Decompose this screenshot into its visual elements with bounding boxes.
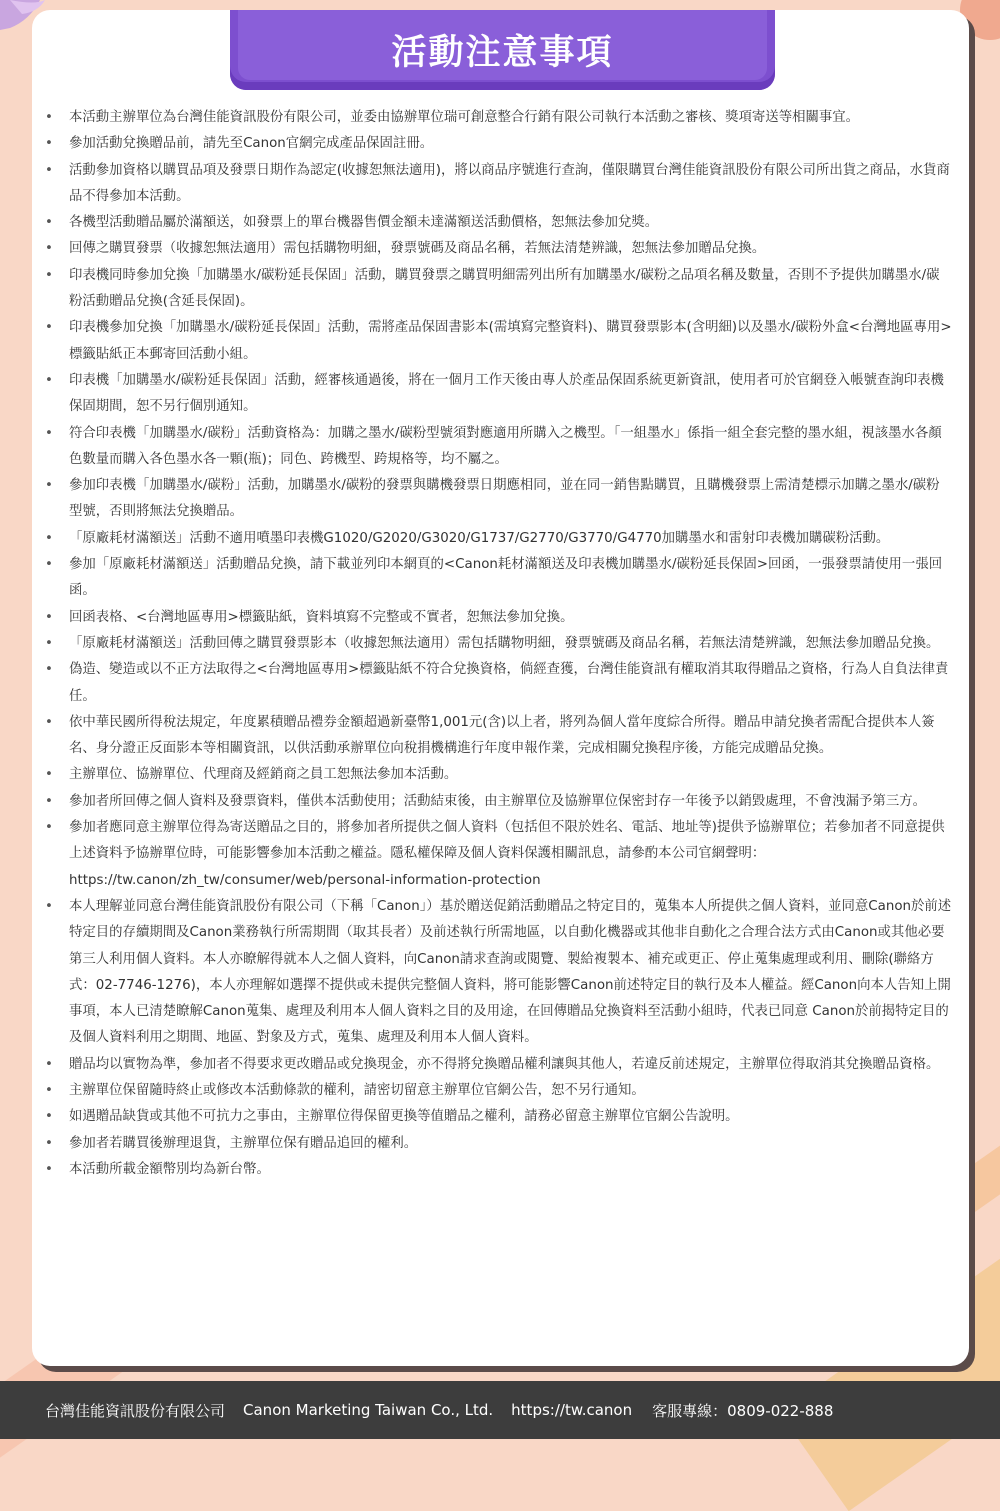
bullet-icon: • xyxy=(45,767,53,783)
bullet-icon: • xyxy=(45,609,53,625)
footer-website-link[interactable]: https://tw.canon xyxy=(511,1401,633,1419)
bullet-icon: • xyxy=(45,267,53,283)
bullet-icon: • xyxy=(45,793,53,809)
note-item xyxy=(42,526,952,552)
note-item xyxy=(42,210,952,236)
note-item xyxy=(42,473,952,526)
bullet-icon: • xyxy=(45,1056,53,1072)
note-item xyxy=(42,710,952,763)
bullet-icon: • xyxy=(45,320,53,336)
note-item xyxy=(42,1104,952,1130)
bullet-icon: • xyxy=(45,1161,53,1177)
note-item xyxy=(42,315,952,368)
bullet-icon: • xyxy=(45,898,53,914)
note-text: 印表機「加購墨水/碳粉延長保固」活動，經審核通過後，將在一個月工作天後由專人於產品保固系統更新資訊，使用者可於官網登入帳號查詢印表機保固期間，恕不另行個別通知。 xyxy=(69,372,944,415)
note-item xyxy=(42,789,952,815)
note-item xyxy=(42,421,952,474)
footer-hotline: 客服專線：0809-022-888 xyxy=(652,1401,834,1420)
note-text: 贈品均以實物為準，參加者不得要求更改贈品或兌換現金，亦不得將兌換贈品權利讓與其他人，若違反前述規定，主辦單位得取消其兌換贈品資格。 xyxy=(69,1056,940,1072)
bullet-icon: • xyxy=(45,241,53,257)
note-item xyxy=(42,1131,952,1157)
bullet-icon: • xyxy=(45,662,53,678)
note-item xyxy=(42,815,952,894)
bullet-icon: • xyxy=(45,425,53,441)
note-text: 本活動主辦單位為台灣佳能資訊股份有限公司，並委由協辦單位瑞可創意整合行銷有限公司執行本活動之審核、獎項寄送等相關事宜。 xyxy=(69,110,860,125)
bullet-icon: • xyxy=(45,136,53,152)
note-text: 參加印表機「加購墨水/碳粉」活動，加購墨水/碳粉的發票與購機發票日期應相同，並在同一銷售點購買，且購機發票上需清楚標示加購之墨水/碳粉型號，否則將無法兌換贈品。 xyxy=(69,478,940,520)
note-item xyxy=(42,552,952,605)
bullet-icon: • xyxy=(45,557,53,573)
note-item xyxy=(42,368,952,421)
bullet-icon: • xyxy=(45,1082,53,1098)
note-item xyxy=(42,158,952,211)
note-text: 參加「原廠耗材滿額送」活動贈品兌換，請下載並列印本網頁的<Canon耗材滿額送及印表機加購墨水/碳粉延長保固>回函，一張發票請使用一張回函。 xyxy=(69,557,943,599)
note-text: 如遇贈品缺貨或其他不可抗力之事由，主辦單位得保留更換等值贈品之權利，請務必留意主辦單位官網公告說明。 xyxy=(69,1109,739,1125)
bullet-icon: • xyxy=(45,635,53,651)
bullet-icon: • xyxy=(45,1109,53,1125)
notes-list xyxy=(42,105,952,1183)
bullet-icon: • xyxy=(45,215,53,231)
note-item xyxy=(42,762,952,788)
note-text: 參加者若購買後辦理退貨，主辦單位保有贈品追回的權利。 xyxy=(69,1135,418,1151)
note-text: 活動參加資格以購買品項及發票日期作為認定(收據恕無法適用)，將以商品序號進行查詢，僅限購買台灣佳能資訊股份有限公司所出貨之商品，水貨商品不得參加本活動。 xyxy=(69,162,950,204)
note-item xyxy=(42,1078,952,1104)
note-text: 各機型活動贈品屬於滿額送，如發票上的單台機器售價金額未達滿額送活動價格，恕無法參加兌獎。 xyxy=(69,215,659,231)
note-text: 主辦單位保留隨時終止或修改本活動條款的權利，請密切留意主辦單位官網公告，恕不另行通知。 xyxy=(69,1082,645,1098)
footer-english-name: Canon Marketing Taiwan Co., Ltd. xyxy=(243,1401,494,1419)
note-item xyxy=(42,1052,952,1078)
note-text: 參加者應同意主辦單位得為寄送贈品之目的，將參加者所提供之個人資料（包括但不限於姓名、電話、地址等)提供予協辦單位；若參加者不同意提供上述資料予協辦單位時，可能影響參加本活動之權益。隱私權保障及個人資料保護相關訊息，請參酌本公司官網聲明：https://tw.canon/zh_tw/consumer/web/personal-information-protection xyxy=(69,820,945,888)
bullet-icon: • xyxy=(45,110,53,125)
footer-bar xyxy=(0,1381,1000,1439)
title-banner xyxy=(230,10,775,90)
note-item xyxy=(42,131,952,157)
note-item xyxy=(42,657,952,710)
page-title: 活動注意事項 xyxy=(391,33,614,73)
note-text: 依中華民國所得稅法規定，年度累積贈品禮券金額超過新臺幣1,001元(含)以上者，將列為個人當年度綜合所得。贈品申請兌換者需配合提供本人簽名、身分證正反面影本等相關資訊，以供活動承辦單位向稅捐機構進行年度申報作業，完成相關兌換程序後，方能完成贈品兌換。 xyxy=(69,714,935,757)
bullet-icon: • xyxy=(45,530,53,546)
note-item xyxy=(42,894,952,1052)
note-text: 參加者所回傳之個人資料及發票資料，僅供本活動使用；活動結束後，由主辦單位及協辦單位保密封存一年後予以銷毀處理，不會洩漏予第三方。 xyxy=(69,793,926,809)
bullet-icon: • xyxy=(45,372,53,388)
bullet-icon: • xyxy=(45,714,53,730)
bullet-icon: • xyxy=(45,478,53,494)
note-item xyxy=(42,1157,952,1183)
note-item xyxy=(42,236,952,262)
note-text: 回函表格、<台灣地區專用>標籤貼紙，資料填寫不完整或不實者，恕無法參加兌換。 xyxy=(69,609,574,625)
footer-company: 台灣佳能資訊股份有限公司 xyxy=(45,1401,226,1420)
note-text: 「原廠耗材滿額送」活動不適用噴墨印表機G1020/G2020/G3020/G1737/G2770/G3770/G4770加購墨水和雷射印表機加購碳粉活動。 xyxy=(69,530,890,546)
note-text: 印表機參加兌換「加購墨水/碳粉延長保固」活動，需將產品保固書影本(需填寫完整資料)、購買發票影本(含明細)以及墨水/碳粉外盒<台灣地區專用>標籤貼紙正本郵寄回活動小組。 xyxy=(69,320,952,362)
note-text: 本活動所載金額幣別均為新台幣。 xyxy=(69,1161,270,1177)
note-text: 本人理解並同意台灣佳能資訊股份有限公司（下稱「Canon」）基於贈送促銷活動贈品之特定目的，蒐集本人所提供之個人資料，並同意Canon於前述特定目的存續期間及Canon業務執行所需期間（取其長者）及前述執行所需地區，以自動化機器或其他非自動化之合理合法方式由Canon或其他必要第三人利用個人資料。本人亦瞭解得就本人之個人資料，向Canon請求查詢或閱覽、製給複製本、補充或更正、停止蒐集處理或利用、刪除(聯絡方式：02-7746-1276)，本人亦理解如選擇不提供或未提供完整個人資料，將可能影響Canon前述特定目的執行及本人權益。經Canon向本人告知上開事項，本人已清楚瞭解Canon蒐集、處理及利用本人個人資料之目的及用途，在回傳贈品兌換資料至活動小組時，代表已同意 Canon於前揭特定目的及個人資料利用之期間、地區、對象及方式，蒐集、處理及利用本人個人資料。 xyxy=(69,898,952,1046)
note-text: 參加活動兌換贈品前，請先至Canon官網完成產品保固註冊。 xyxy=(69,136,434,152)
note-text: 「原廠耗材滿額送」活動回傳之購買發票影本（收據恕無法適用）需包括購物明細，發票號碼及商品名稱，若無法清楚辨識，恕無法參加贈品兌換。 xyxy=(69,635,940,651)
note-text: 印表機同時參加兌換「加購墨水/碳粉延長保固」活動，購買發票之購買明細需列出所有加購墨水/碳粉之品項名稱及數量，否則不予提供加購墨水/碳粉活動贈品兌換(含延長保固)。 xyxy=(69,267,940,310)
note-item xyxy=(42,605,952,631)
note-text: 符合印表機「加購墨水/碳粉」活動資格為：加購之墨水/碳粉型號須對應適用所購入之機型。「一組墨水」係指一組全套完整的墨水組，視該墨水各顏色數量而購入各色墨水各一顆(瓶)；同色、跨機型、跨規格等，均不屬之。 xyxy=(69,425,942,467)
bullet-icon: • xyxy=(45,162,53,178)
bullet-icon: • xyxy=(45,820,53,836)
note-item xyxy=(42,631,952,657)
note-item xyxy=(42,105,952,131)
note-item xyxy=(42,263,952,316)
bullet-icon: • xyxy=(45,1135,53,1151)
note-text: 回傳之購買發票（收據恕無法適用）需包括購物明細，發票號碼及商品名稱，若無法清楚辨識，恕無法參加贈品兌換。 xyxy=(69,241,766,257)
note-text: 主辦單位、協辦單位、代理商及經銷商之員工恕無法參加本活動。 xyxy=(69,767,458,783)
note-text: 偽造、變造或以不正方法取得之<台灣地區專用>標籤貼紙不符合兌換資格，倘經查獲，台灣佳能資訊有權取消其取得贈品之資格，行為人自負法律責任。 xyxy=(69,662,949,704)
